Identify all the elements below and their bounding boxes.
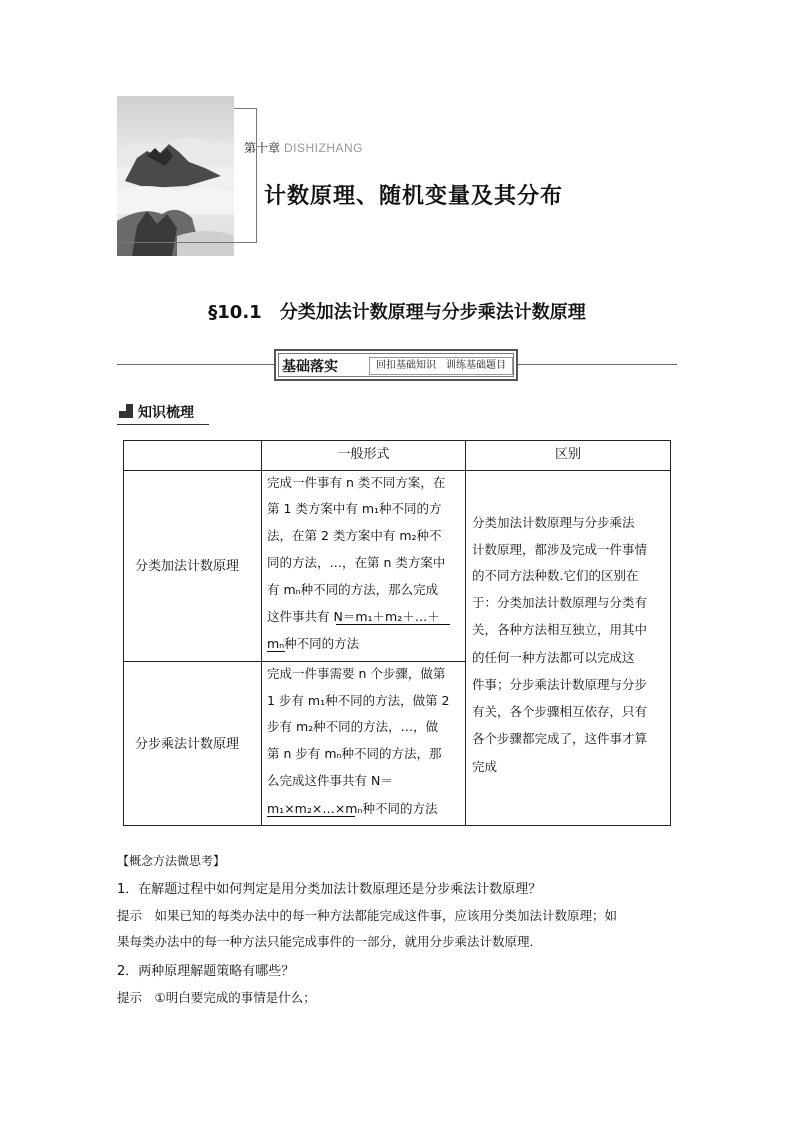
table-cell-line: 1 步有 m₁种不同的方法，做第 2 bbox=[267, 693, 450, 708]
banner-rule-right bbox=[518, 364, 677, 365]
formula-underline bbox=[336, 624, 450, 625]
difference-line: 各个步骤都完成了，这件事才算 bbox=[472, 731, 648, 746]
knowledge-underline bbox=[117, 424, 209, 425]
table-cell-line: 完成一件事有 n 类不同方案，在 bbox=[267, 475, 446, 490]
table-cell-line: m₁×m₂×…×mₙ种不同的方法 bbox=[267, 801, 438, 816]
difference-line: 分类加法计数原理与分步乘法 bbox=[472, 515, 635, 530]
table-header-difference: 区别 bbox=[554, 447, 581, 462]
knowledge-heading: 知识梳理 bbox=[138, 405, 194, 421]
table-divider bbox=[465, 440, 466, 826]
chapter-number-pinyin: DISHIZHANG bbox=[284, 141, 364, 155]
answer-1-line-1: 提示 如果已知的每类办法中的每一种方法都能完成这件事，应该用分类加法计数原理；如 bbox=[117, 908, 618, 923]
table-cell-line: 么完成这件事共有 N＝ bbox=[267, 773, 393, 788]
difference-line: 件事；分步乘法计数原理与分步 bbox=[472, 677, 648, 692]
chapter-number: 第十章 bbox=[244, 141, 281, 155]
chapter-title: 计数原理、随机变量及其分布 bbox=[264, 184, 564, 209]
chapter-frame bbox=[117, 108, 257, 243]
difference-line: 计数原理，都涉及完成一件事情 bbox=[472, 542, 648, 557]
table-header-form: 一般形式 bbox=[337, 447, 390, 462]
question-1: 1．在解题过程中如何判定是用分类加法计数原理还是分步乘法计数原理？ bbox=[117, 882, 542, 897]
table-cell-line: 第 n 步有 mₙ种不同的方法，那 bbox=[267, 746, 442, 761]
difference-line: 于：分类加法计数原理与分类有 bbox=[472, 595, 648, 610]
difference-line: 的不同方法种数.它们的区别在 bbox=[472, 568, 639, 583]
square-bullet-notch bbox=[119, 404, 126, 411]
banner-rule-left bbox=[117, 364, 274, 365]
formula-underline bbox=[267, 816, 355, 817]
table-divider bbox=[261, 440, 262, 826]
row-label-multiplication: 分步乘法计数原理 bbox=[135, 737, 240, 752]
table-cell-line: 这件事共有 N＝m₁＋m₂＋…＋ bbox=[267, 609, 440, 624]
table-divider bbox=[123, 470, 671, 471]
row-label-addition: 分类加法计数原理 bbox=[135, 559, 240, 574]
table-divider bbox=[123, 661, 466, 662]
banner-sub-label: 回扣基础知识 训练基础题目 bbox=[369, 357, 513, 375]
difference-line: 关，各种方法相互独立，用其中 bbox=[472, 622, 648, 637]
table-cell-line: 完成一件事需要 n 个步骤，做第 bbox=[267, 666, 446, 681]
section-title: §10.1 分类加法计数原理与分步乘法计数原理 bbox=[208, 302, 586, 323]
answer-1-line-2: 果每类办法中的每一种方法只能完成事件的一部分，就用分步乘法计数原理． bbox=[117, 934, 543, 949]
table-cell-line: mₙ种不同的方法 bbox=[267, 636, 360, 651]
table-cell-line: 有 mₙ种不同的方法，那么完成 bbox=[267, 582, 439, 597]
difference-line: 有关，各个步骤相互依存，只有 bbox=[472, 704, 648, 719]
table-cell-line: 法，在第 2 类方案中有 m₂种不 bbox=[267, 528, 442, 543]
table-cell-line: 同的方法，…，在第 n 类方案中 bbox=[267, 555, 446, 570]
chapter-label bbox=[244, 139, 363, 156]
answer-2-line-1: 提示 ①明白要完成的事情是什么； bbox=[117, 990, 316, 1005]
question-2: 2．两种原理解题策略有哪些？ bbox=[117, 964, 295, 979]
banner-main-label: 基础落实 bbox=[282, 359, 338, 375]
table-cell-line: 步有 m₂种不同的方法，…，做 bbox=[267, 719, 439, 734]
formula-underline bbox=[267, 651, 285, 652]
difference-line: 完成 bbox=[472, 759, 498, 774]
difference-line: 的任何一种方法都可以完成这 bbox=[472, 650, 635, 665]
table-cell-line: 第 1 类方案中有 m₁种不同的方 bbox=[267, 501, 442, 516]
think-heading: 【概念方法微思考】 bbox=[117, 854, 226, 868]
